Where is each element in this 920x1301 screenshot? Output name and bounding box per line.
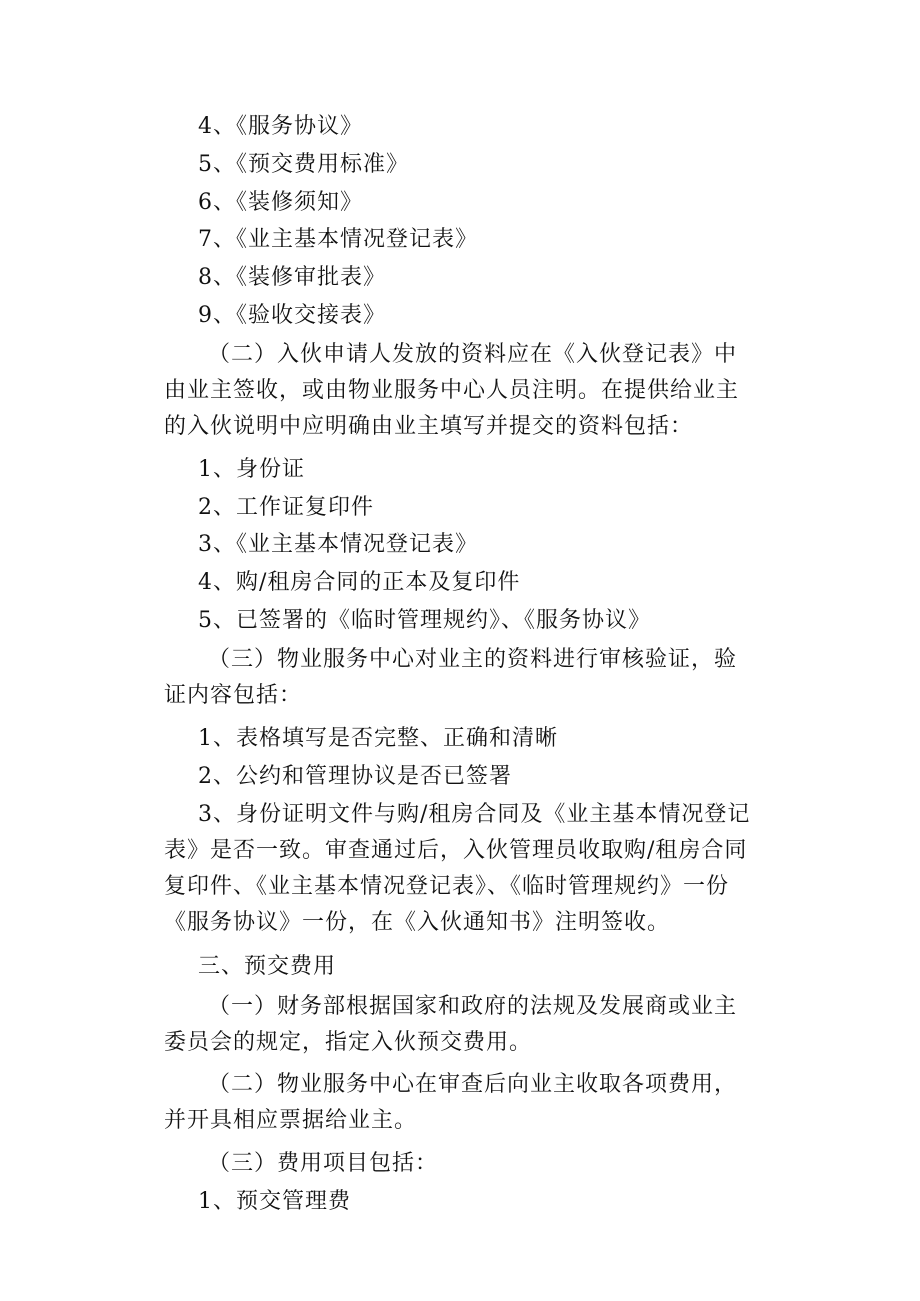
list-item-consistency-check: 3、身份证明文件与购/租房合同及《业主基本情况登记表》是否一致。审查通过后，入伙管理员收取购/租房合同复印件、《业主基本情况登记表》、《临时管理规约》一份《服务协议》一份，在《入伙通知书》注明签收。 [164, 802, 751, 936]
paragraph-fee-standard: （一）财务部根据国家和政府的法规及发展商或业主委员会的规定，指定入伙预交费用。 [164, 994, 738, 1056]
list-item: 4、《服务协议》 [198, 114, 363, 139]
list-item: 8、《装修审批表》 [198, 265, 386, 291]
list-item: 2、工作证复印件 [198, 494, 374, 520]
list-item: 3、《业主基本情况登记表》 [198, 532, 478, 558]
list-item: 2、公约和管理协议是否已签署 [198, 763, 512, 789]
list-item: 1、表格填写是否完整、正确和清晰 [198, 725, 558, 751]
list-item: 1、预交管理费 [198, 1189, 351, 1215]
paragraph-verification: （三）物业服务中心对业主的资料进行审核验证，验证内容包括： [164, 646, 738, 708]
list-item: 6、《装修须知》 [198, 189, 363, 215]
list-item: 5、已签署的《临时管理规约》、《服务协议》 [198, 607, 651, 633]
list-item: 7、《业主基本情况登记表》 [198, 227, 478, 253]
list-item: 9、《验收交接表》 [198, 302, 386, 328]
paragraph-materials-distribution: （二）入伙申请人发放的资料应在《入伙登记表》中由业主签收，或由物业服务中心人员注明。在提供给业主的入伙说明中应明确由业主填写并提交的资料包括： [164, 341, 740, 439]
paragraph-fee-items: （三）费用项目包括： [208, 1151, 439, 1177]
list-item: 1、身份证 [198, 456, 305, 482]
document-body [164, 108, 754, 1221]
section-heading-prepaid-fees: 三、预交费用 [198, 954, 337, 980]
list-item: 4、购/租房合同的正本及复印件 [198, 570, 521, 596]
list-item: 5、《预交费用标准》 [198, 151, 409, 177]
paragraph-fee-collection: （二）物业服务中心在审查后向业主收取各项费用，并开具相应票据给业主。 [164, 1072, 738, 1134]
